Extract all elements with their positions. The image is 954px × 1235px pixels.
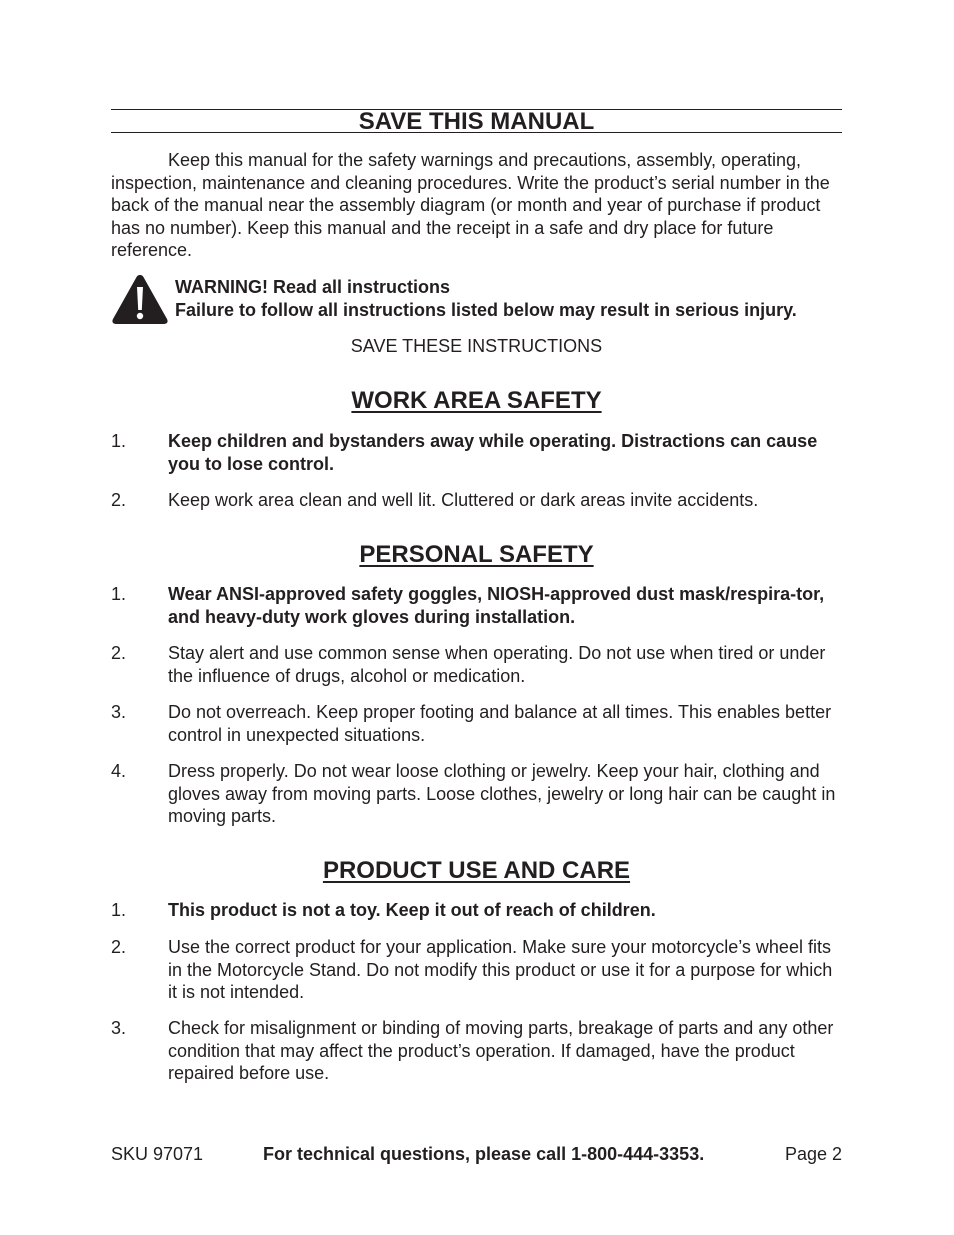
list-item-number: 4. xyxy=(111,761,127,781)
save-manual-title: SAVE THIS MANUAL xyxy=(358,108,595,135)
warning-message: Failure to follow all instructions listed below may result in serious injury. xyxy=(175,299,797,320)
list-item-text: Check for misalignment or binding of moving parts, breakage of parts and any other condition that may affect the product’s operation. If damaged, have the product repaired before use. xyxy=(168,1018,834,1084)
list-item-number: 1. xyxy=(111,431,127,451)
list-item-text: Dress properly. Do not wear loose clothing or jewelry. Keep your hair, clothing and gloves away from moving parts. Loose clothes, jewelry or long hair can be caught in moving parts. xyxy=(168,761,836,827)
footer-sku: SKU 97071 xyxy=(111,1144,204,1164)
warning-triangle-icon xyxy=(111,273,169,325)
footer-page-number: Page 2 xyxy=(784,1144,842,1164)
list-item-text: Use the correct product for your application. Make sure your motorcycle’s wheel fits in the Motorcycle Stand. Do not modify this product or use it for a purpose for which it is not intended. xyxy=(168,937,833,1003)
list-item-number: 2. xyxy=(111,490,127,510)
product-use-care-title: PRODUCT USE AND CARE xyxy=(322,857,631,884)
warning-text xyxy=(175,276,855,321)
list-item-number: 3. xyxy=(111,702,127,722)
list-item-text: This product is not a toy. Keep it out of reach of children. xyxy=(168,900,656,920)
save-manual-body: Keep this manual for the safety warnings and precautions, assembly, operating, inspection, maintenance and cleaning procedures. Write the product’s serial number in the back of the manual near the assembly diagram (or month and year of purchase if product has no number). Keep this manual and the receipt in a safe and dry place for future reference. xyxy=(111,150,830,261)
warning-heading: WARNING! Read all instructions xyxy=(175,277,451,297)
list-item-text: Stay alert and use common sense when operating. Do not use when tired or under the influence of drugs, alcohol or medication. xyxy=(168,643,826,686)
list-item-number: 3. xyxy=(111,1018,127,1038)
save-these-instructions: SAVE THESE INSTRUCTIONS xyxy=(350,336,603,356)
work-area-safety-title: WORK AREA SAFETY xyxy=(351,387,602,414)
list-item-text: Do not overreach. Keep proper footing and balance at all times. This enables better control in unexpected situations. xyxy=(168,702,832,745)
title-underline-rule xyxy=(111,132,842,133)
list-item-text: Keep work area clean and well lit. Cluttered or dark areas invite accidents. xyxy=(168,490,759,510)
list-item-number: 2. xyxy=(111,937,127,957)
list-item-text: Keep children and bystanders away while operating. Distractions can cause you to lose control. xyxy=(168,431,818,474)
footer-tech-support: For technical questions, please call 1-800-444-3353. xyxy=(263,1144,705,1164)
list-item-number: 1. xyxy=(111,584,127,604)
list-item-number: 1. xyxy=(111,900,127,920)
list-item-text: Wear ANSI-approved safety goggles, NIOSH-approved dust mask/respira-tor, and heavy-duty work gloves during installation. xyxy=(168,584,825,627)
personal-safety-title: PERSONAL SAFETY xyxy=(359,541,594,568)
list-item-number: 2. xyxy=(111,643,127,663)
